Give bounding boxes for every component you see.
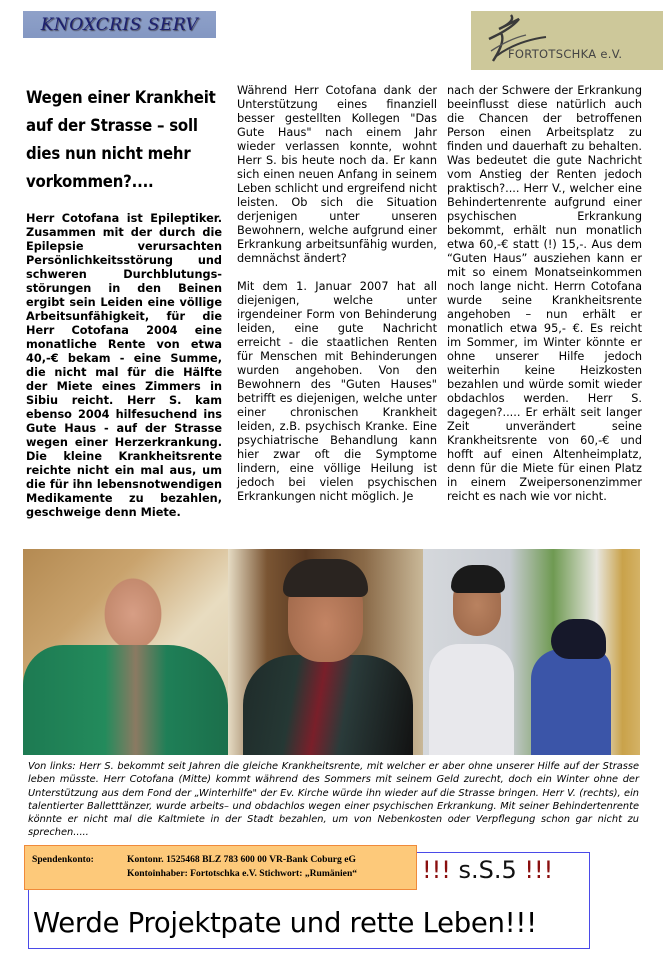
exclamation-marks: !!! [422, 856, 451, 884]
photo-figure [283, 559, 368, 597]
article-paragraph: nach der Schwere der Erkrankung beeinflusst diese natürlich auch die Chancen der betroffenen Person einen Arbeitsplatz zu finden und dauerhaft zu behalten. Was bedeutet die gute Nachricht vom Anstieg der Renten jedoch praktisch?.... Herr V., welcher eine Behindertenrente aufgrund einer psychischen Erkrankung bekommt, erhält nun monatlich etwa 60,-€ statt (!) 15,-. Aus dem “Guten Haus” ausziehen kann er mit so einem Monatseinkommen noch lange nicht. Herrn Cotofana wurde seine Krankheitsrente angehoben – nun erhält er monatlich etwa 95,- €. Es reicht im Sommer, im Winter könnte er ohne unserer Hilfe jedoch weiterhin keine Heizkosten bezahlen und würde somit wieder obdachlos werden. Herr S. dagegen?..... Er erhält seit langer Zeit unverändert seine Krankheitsrente von 60,-€ und hofft auf einen Altenheimplatz, denn für die Miete für einen Platz in einem Zweipersonenzimmer reicht es nach wie vor nicht. [447, 84, 642, 503]
photo-strip [23, 549, 640, 755]
photo-herr-v [423, 549, 640, 755]
donation-account-details: Kontonr. 1525468 BLZ 783 600 00 VR-Bank Coburg eG [127, 854, 356, 865]
fortotschka-logo-text: FORTOTSCHKA e.V. [508, 47, 623, 61]
fortotschka-swoosh-icon [471, 11, 663, 70]
article-paragraph: Mit dem 1. Januar 2007 hat all diejenigen, welche unter irgendeiner Form von Behinderung leiden, eine gute Nachricht erreicht - die staatlichen Renten für Menschen mit Behinderungen wurden angehoben. Von den Bewohnern des "Guten Hauses" betrifft es diejenigen, welche unter einer chronischen Krankheit leiden, z.B. psychisch Kranke. Eine psychiatrische Behandlung kann hier zwar oft die Symptome lindern, eine völlige Heilung ist jedoch bei vielen psychischen Erkrankungen nicht möglich. Je [237, 280, 437, 503]
photo-figure [23, 645, 228, 755]
donation-account-box [24, 845, 417, 890]
photo-herr-s [23, 549, 228, 755]
article-column-2 [237, 84, 437, 504]
exclamation-marks: !!! [524, 856, 554, 884]
photo-figure [451, 565, 505, 593]
page-reference [422, 856, 553, 884]
donation-label: Spendenkonto: [32, 854, 94, 865]
article-column-3 [447, 84, 642, 504]
photo-figure [429, 644, 514, 755]
callout-text: Werde Projektpate und rette Leben!!! [33, 907, 537, 939]
article-column-1 [26, 84, 222, 520]
knoxcris-serv-logo [23, 11, 216, 38]
photo-figure [531, 649, 611, 755]
article-lead: Herr Cotofana ist Epileptiker. Zusammen mit der durch die Epilepsie verursachten Persönlichkeitsstörung und schweren Durchblutungs-störungen in den Beinen ergibt sein Leiden eine völlige Arbeitsunfähigkeit, für die Herr Cotofana 2004 eine monatliche Rente von etwa 40,-€ bekam - eine Summe, die nicht mal für die Hälfte der Miete eines Zimmers in Sibiu reicht. Herr S. kam ebenso 2004 hilfesuchend ins Gute Haus - auf der Strasse wegen einer Herzerkrankung. Die kleine Krankheitsrente reichte nicht ein mal aus, um die für ihn lebensnotwendigen Medikamente zu bezahlen, geschweige denn Miete. [26, 212, 222, 519]
knoxcris-logo-text: KNOXCRIS SERV [40, 14, 199, 35]
fortotschka-logo [471, 11, 663, 70]
page-reference-label: s.S.5 [458, 856, 517, 884]
photo-figure [551, 619, 606, 659]
photo-figure [243, 655, 413, 755]
photo-caption: Von links: Herr S. bekommt seit Jahren die gleiche Krankheitsrente, mit welcher er aber ohne unserer Hilfe auf der Strasse leben müsste. Herr Cotofana (Mitte) kommt während des Sommers mit seinem Geld zurecht, doch ein Winter ohne der Unterstützung aus dem Fond der „Winterhilfe" der Ev. Kirche würde ihn wieder auf die Strasse bringen. Herr V. (rechts), ein talentierter Balletttänzer, wurde arbeits– und obdachlos wegen einer psychischen Erkrankung. Mit seiner Behindertenrente könnte er nicht mal die Kaltmiete in der Stadt bezahlen, um von Nebenkosten oder Verpflegung schon gar nicht zu sprechen..... [28, 761, 639, 839]
article-paragraph: Während Herr Cotofana dank der Unterstützung eines finanziell besser gestellten Kollegen "Das Gute Haus" nach einem Jahr wieder verlassen konnte, wohnt Herr S. bis heute noch da. Er kann sich einen neuen Anfang in seinem Leben schlicht und ergreifend nicht leisten. Ob sich die Situation derjenigen unter unseren Bewohnern, welche aufgrund einer Erkrankung arbeitsunfähig wurden, demnächst ändert? [237, 84, 437, 265]
donation-account-holder: Kontoinhaber: Fortotschka e.V. Stichwort: „Rumänien“ [127, 868, 358, 879]
article-headline: Wegen einer Krankheit auf der Strasse – soll dies nun nicht mehr vorkommen?.... [26, 88, 216, 191]
photo-herr-cotofana [228, 549, 423, 755]
